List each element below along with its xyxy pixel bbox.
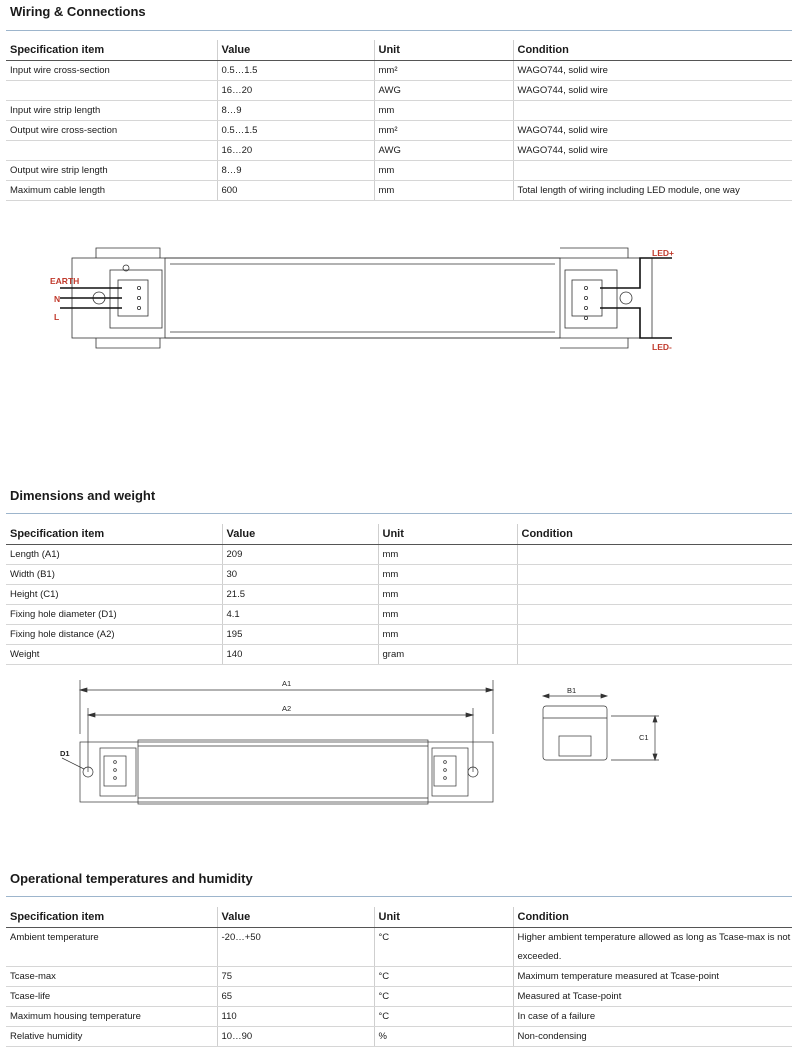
- cell-condition: [517, 604, 792, 624]
- cell-condition: [517, 584, 792, 604]
- cell-unit: mm: [374, 100, 513, 120]
- header-condition: Condition: [517, 524, 792, 544]
- label-c1: C1: [639, 733, 649, 742]
- cell-spec-item: Tcase-life: [6, 986, 217, 1006]
- cell-condition: WAGO744, solid wire: [513, 60, 792, 80]
- label-l: L: [54, 312, 60, 322]
- table-row: [6, 927, 792, 966]
- cell-value: 8…9: [217, 160, 374, 180]
- table-row: [6, 624, 792, 644]
- cell-value: 209: [222, 544, 378, 564]
- cell-unit: AWG: [374, 80, 513, 100]
- label-earth: EARTH: [50, 276, 80, 286]
- cell-spec-item: Output wire strip length: [6, 160, 217, 180]
- cell-unit: °C: [374, 966, 513, 986]
- label-b1: B1: [567, 686, 577, 695]
- cell-spec-item: Maximum cable length: [6, 180, 217, 200]
- header-condition: Condition: [513, 40, 792, 60]
- cell-value: 110: [217, 1006, 374, 1026]
- cell-spec-item: Input wire strip length: [6, 100, 217, 120]
- fixing-hole-right: [620, 292, 632, 304]
- operational-table-header: [6, 907, 792, 927]
- operational-title-rule: [6, 896, 792, 897]
- header-unit: Unit: [374, 907, 513, 927]
- cell-value: 0.5…1.5: [217, 60, 374, 80]
- input-wires: [60, 288, 122, 308]
- cell-spec-item: Tcase-max: [6, 966, 217, 986]
- cell-condition: WAGO744, solid wire: [513, 140, 792, 160]
- cell-value: 4.1: [222, 604, 378, 624]
- cell-unit: AWG: [374, 140, 513, 160]
- cell-value: 30: [222, 564, 378, 584]
- cell-unit: mm: [378, 624, 517, 644]
- cell-condition: Higher ambient temperature allowed as long as Tcase-max is not exceeded.: [513, 927, 792, 966]
- cell-unit: mm: [374, 180, 513, 200]
- housing-top-outline: [80, 742, 493, 802]
- cell-unit: mm: [378, 564, 517, 584]
- table-row: [6, 1006, 792, 1026]
- table-row: [6, 644, 792, 664]
- label-d1: D1: [60, 749, 70, 758]
- table-row: [6, 1026, 792, 1046]
- wiring-title-rule: [6, 30, 792, 31]
- cell-condition: WAGO744, solid wire: [513, 120, 792, 140]
- cell-condition: Maximum temperature measured at Tcase-point: [513, 966, 792, 986]
- cell-unit: mm²: [374, 120, 513, 140]
- table-row: [6, 160, 792, 180]
- header-value: Value: [222, 524, 378, 544]
- cell-spec-item: Ambient temperature: [6, 927, 217, 966]
- cell-value: 21.5: [222, 584, 378, 604]
- housing-end-outline: [543, 706, 607, 760]
- dimensions-section-title: Dimensions and weight: [10, 488, 156, 503]
- cell-unit: °C: [374, 986, 513, 1006]
- table-row: [6, 986, 792, 1006]
- cell-value: 8…9: [217, 100, 374, 120]
- wiring-table-header: [6, 40, 792, 60]
- wiring-diagram: [40, 240, 700, 360]
- cell-value: 195: [222, 624, 378, 644]
- cell-unit: mm: [378, 604, 517, 624]
- table-row: [6, 60, 792, 80]
- header-unit: Unit: [374, 40, 513, 60]
- cell-condition: WAGO744, solid wire: [513, 80, 792, 100]
- table-row: [6, 544, 792, 564]
- cell-value: 65: [217, 986, 374, 1006]
- cell-value: 16…20: [217, 80, 374, 100]
- table-row: [6, 140, 792, 160]
- table-row: [6, 604, 792, 624]
- cell-spec-item: Maximum housing temperature: [6, 1006, 217, 1026]
- table-row: [6, 120, 792, 140]
- cell-spec-item: Relative humidity: [6, 1026, 217, 1046]
- table-row: [6, 180, 792, 200]
- cell-unit: mm²: [374, 60, 513, 80]
- wiring-table: [6, 40, 792, 201]
- cell-unit: °C: [374, 1006, 513, 1026]
- cell-condition: Measured at Tcase-point: [513, 986, 792, 1006]
- header-condition: Condition: [513, 907, 792, 927]
- cell-value: -20…+50: [217, 927, 374, 966]
- label-n: N: [54, 294, 61, 304]
- cell-spec-item: Length (A1): [6, 544, 222, 564]
- table-row: [6, 80, 792, 100]
- table-row: [6, 584, 792, 604]
- cell-spec-item: [6, 140, 217, 160]
- dimensions-table: [6, 524, 792, 665]
- cell-condition: [513, 100, 792, 120]
- label-led-minus: LED-: [652, 342, 672, 352]
- cell-value: 0.5…1.5: [217, 120, 374, 140]
- cell-condition: [517, 644, 792, 664]
- label-a1: A1: [282, 679, 292, 688]
- header-spec-item: Specification item: [6, 40, 217, 60]
- cell-condition: In case of a failure: [513, 1006, 792, 1026]
- cell-unit: gram: [378, 644, 517, 664]
- table-row: [6, 564, 792, 584]
- dimensions-title-rule: [6, 513, 792, 514]
- operational-section-title: Operational temperatures and humidity: [10, 871, 253, 886]
- cell-value: 140: [222, 644, 378, 664]
- cell-condition: Total length of wiring including LED module, one way: [513, 180, 792, 200]
- cell-spec-item: Input wire cross-section: [6, 60, 217, 80]
- cell-spec-item: Width (B1): [6, 564, 222, 584]
- wiring-section-title: Wiring & Connections: [10, 4, 146, 19]
- cell-spec-item: [6, 80, 217, 100]
- cell-spec-item: Weight: [6, 644, 222, 664]
- header-spec-item: Specification item: [6, 907, 217, 927]
- cell-spec-item: Output wire cross-section: [6, 120, 217, 140]
- dimension-drawing-end-view: [535, 684, 665, 770]
- cell-unit: mm: [378, 544, 517, 564]
- driver-body: [165, 258, 560, 338]
- table-row: [6, 966, 792, 986]
- dimensions-table-header: [6, 524, 792, 544]
- cell-unit: mm: [378, 584, 517, 604]
- cell-unit: %: [374, 1026, 513, 1046]
- table-row: [6, 100, 792, 120]
- label-led-plus: LED+: [652, 248, 674, 258]
- cell-spec-item: Fixing hole diameter (D1): [6, 604, 222, 624]
- cell-condition: [517, 624, 792, 644]
- header-value: Value: [217, 907, 374, 927]
- header-value: Value: [217, 40, 374, 60]
- header-unit: Unit: [378, 524, 517, 544]
- cell-value: 75: [217, 966, 374, 986]
- cell-condition: [517, 544, 792, 564]
- cell-condition: [517, 564, 792, 584]
- label-a2: A2: [282, 704, 292, 713]
- cell-spec-item: Fixing hole distance (A2): [6, 624, 222, 644]
- cell-condition: [513, 160, 792, 180]
- dimension-drawing-top-view: [40, 672, 510, 812]
- cell-condition: Non-condensing: [513, 1026, 792, 1046]
- cell-spec-item: Height (C1): [6, 584, 222, 604]
- cell-unit: °C: [374, 927, 513, 966]
- output-terminal-block: [565, 270, 617, 328]
- cell-value: 16…20: [217, 140, 374, 160]
- cell-value: 600: [217, 180, 374, 200]
- cell-value: 10…90: [217, 1026, 374, 1046]
- header-spec-item: Specification item: [6, 524, 222, 544]
- cell-unit: mm: [374, 160, 513, 180]
- operational-table: [6, 907, 792, 1047]
